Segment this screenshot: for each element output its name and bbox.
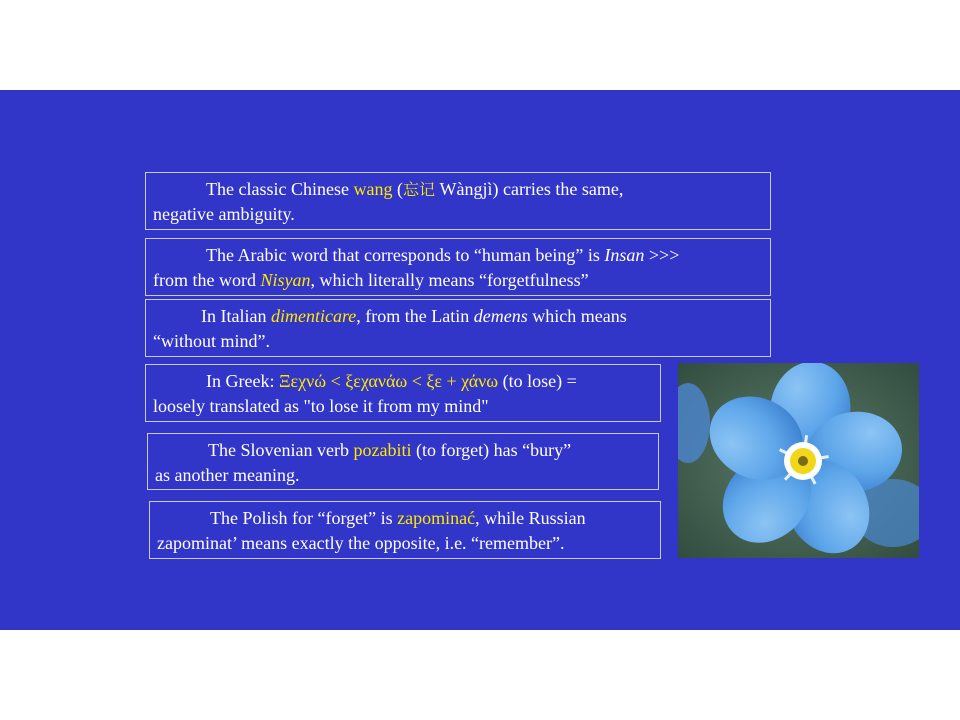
polish-term: zapominać [397,508,476,528]
forget-me-not-photo [678,363,919,558]
greek-term: Ξεχνώ < ξεχανάω < ξε + χάνω [278,371,499,391]
greek-text-box [145,364,661,422]
chinese-line-2: negative ambiguity. [153,204,295,224]
arabic-line-2: from the word Nisyan, which literally means “forgetfulness” [153,270,589,290]
latin-term: demens [473,306,528,326]
chinese-line-1: The classic Chinese wang (忘记 Wàngjì) carries the same, [206,179,624,199]
greek-line-2: loosely translated as "to lose it from my mind" [153,396,489,416]
italian-line-1: In Italian dimenticare, from the Latin demens which means [201,306,627,326]
flower-illustration [678,363,919,558]
slovenian-term: pozabiti [353,440,412,460]
polish-line-2: zapominat’ means exactly the opposite, i.e. “remember”. [157,533,565,553]
italian-term: dimenticare [270,306,357,326]
greek-line-1: In Greek: Ξεχνώ < ξεχανάω < ξε + χάνω (to lose) = [206,371,577,391]
arabic-term-insan: Insan [604,245,645,265]
chinese-characters: 忘记 [402,180,435,199]
arabic-line-1: The Arabic word that corresponds to “human being” is Insan >>> [206,245,680,265]
polish-line-1: The Polish for “forget” is zapominać, while Russian [210,508,586,528]
chinese-text-box [145,172,771,230]
polish-text-box [149,501,661,559]
italian-text-box [145,299,771,357]
chinese-term: wang [353,179,393,199]
slide [0,90,960,630]
arabic-text-box [145,238,771,296]
slovenian-text-box [147,433,659,490]
arabic-term-nisyan: Nisyan [260,270,311,290]
slovenian-line-2: as another meaning. [155,465,300,485]
slovenian-line-1: The Slovenian verb pozabiti (to forget) has “bury” [208,440,572,460]
italian-line-2: “without mind”. [153,331,270,351]
